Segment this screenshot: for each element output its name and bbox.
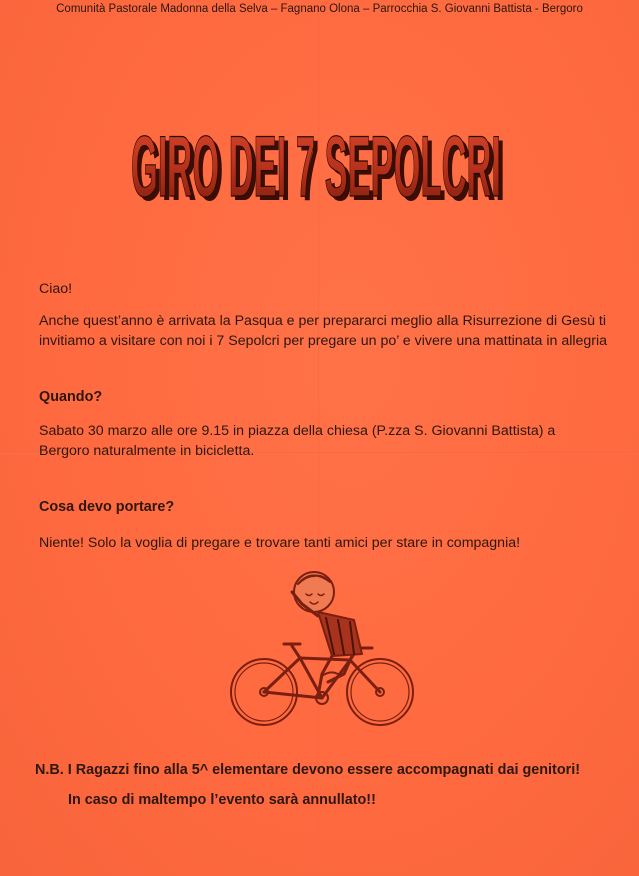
note-weather: In caso di maltempo l’evento sarà annullato!! — [68, 792, 376, 808]
bring-heading: Cosa devo portare? — [39, 499, 175, 515]
child-on-bicycle-icon — [222, 564, 422, 744]
title-word-art-graphic — [118, 92, 518, 242]
header-parish: Comunità Pastorale Madonna della Selva – Fagnano Olona – Parrocchia S. Giovanni Battista - Bergoro — [56, 3, 583, 15]
when-line-2: Bergoro naturalmente in bicicletta. — [39, 443, 255, 459]
title-word-art — [118, 92, 518, 242]
when-heading: Quando? — [39, 389, 103, 405]
note-accompany: N.B. I Ragazzi fino alla 5^ elementare devono essere accompagnati dai genitori! — [35, 762, 581, 778]
title-text: GIRO DEI 7 SEPOLCRI — [131, 119, 501, 215]
intro-line-1: Anche quest’anno è arrivata la Pasqua e per prepararci meglio alla Risurrezione di Gesù ti — [39, 313, 607, 329]
title-shadow: GIRO DEI 7 SEPOLCRI — [135, 123, 505, 219]
intro-line-2: invitiamo a visitare con noi i 7 Sepolcri per pregare un po’ e vivere una mattinata in allegria — [39, 333, 608, 349]
greeting: Ciao! — [39, 281, 73, 297]
when-line-1: Sabato 30 marzo alle ore 9.15 in piazza della chiesa (P.zza S. Giovanni Battista) a — [39, 423, 556, 439]
bring-text: Niente! Solo la voglia di pregare e trovare tanti amici per stare in compagnia! — [39, 535, 521, 551]
